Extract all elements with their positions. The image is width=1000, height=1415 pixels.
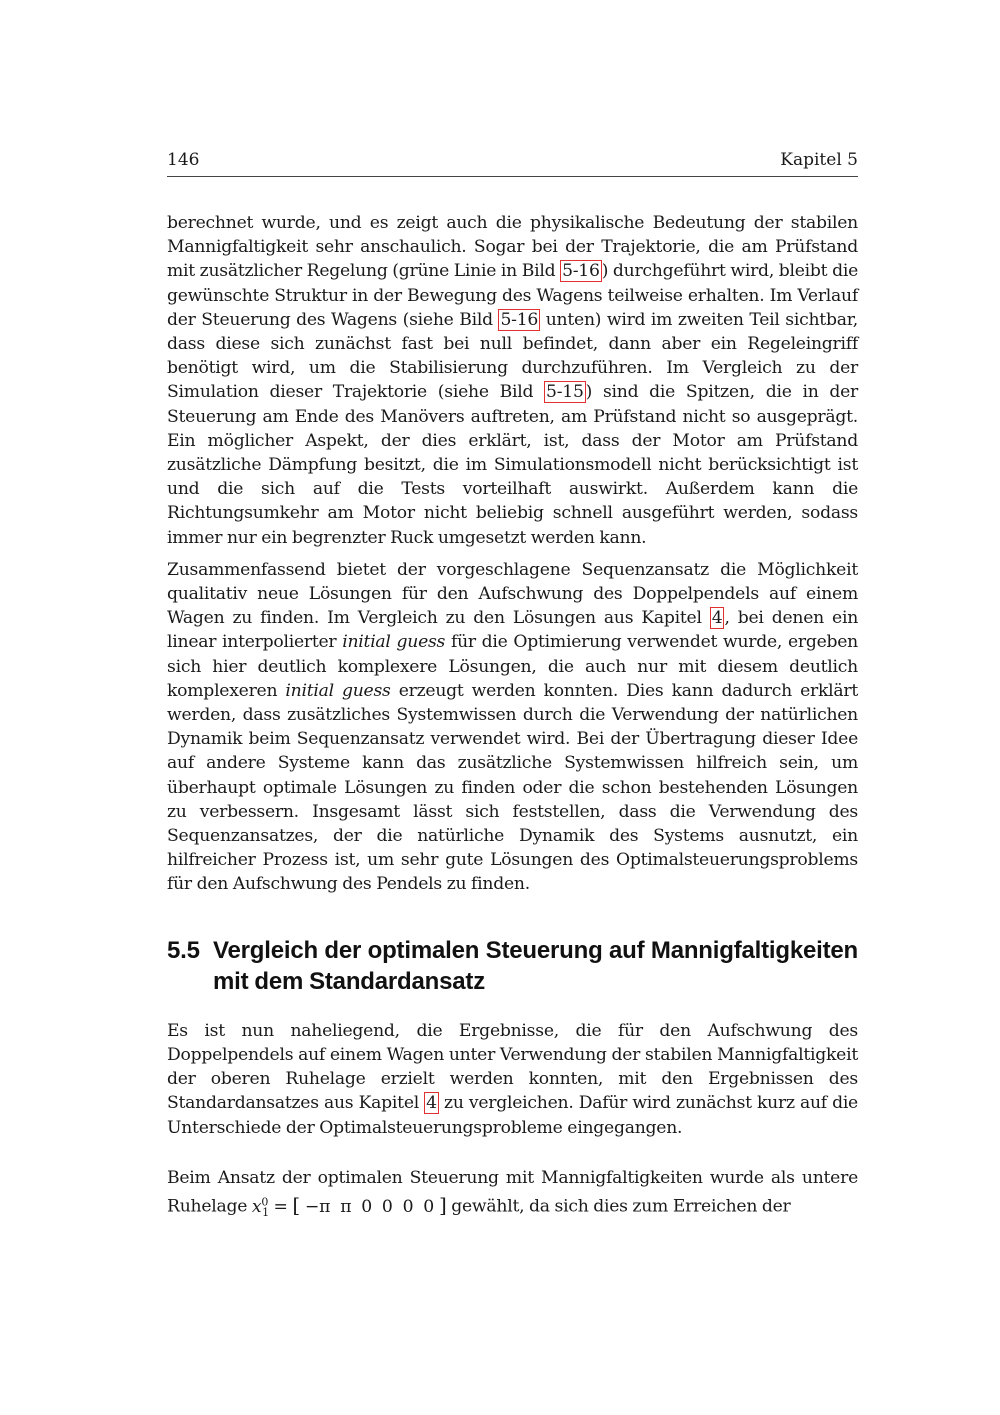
running-header <box>167 150 858 177</box>
math-variable: x <box>251 1196 262 1217</box>
math-formula <box>251 1192 447 1220</box>
emphasis-term: initial guess <box>285 680 391 701</box>
paragraph-4 <box>167 1166 858 1226</box>
section-number: 5.5 <box>167 936 200 964</box>
text-span: Beim Ansatz der optimalen Steuerung mit Mannigfaltigkeiten wurde als untere Ruhelage <box>167 1167 858 1217</box>
text-span: für die Optimierung verwendet wurde, ergeben sich hier deutlich komplexere Lösungen, die auch nur mit diesem deutlich komplexeren <box>167 632 858 701</box>
math-subscript: 1 <box>262 1206 269 1220</box>
text-span: erzeugt werden konnten. Dies kann dadurch erklärt werden, dass zusätzliches Systemwissen durch die Verwendung der natürlichen Dynamik beim Sequenzansatz verwendet wird. Bei der Übertragung dieser Idee auf andere Systeme kann das zusätzliche Systemwissen hilfreich sein, um überhaupt optimale Lösungen zu finden oder die schon bestehenden Lösungen zu verbessern. Insgesamt lässt sich feststellen, dass die Verwendung des Sequenzansatzes, der die natürliche Dynamik des Systems ausnutzt, ein hilfreicher Prozess ist, um sehr gute Lösungen des Optimalsteuerungsproblems für den Aufschwung des Pendels zu finden. <box>167 680 858 895</box>
text-span: ) sind die Spitzen, die in der Steuerung am Ende des Manövers auftreten, am Prüfstand nicht so ausgeprägt. Ein möglicher Aspekt, der dies erklärt, ist, dass der Motor am Prüfstand zusätzliche Dämpfung besitzt, die im Simulationsmodell nicht berücksichtigt ist und die sich auf die Tests vorteilhaft auswirkt. Außerdem kann die Richtungsumkehr am Motor nicht beliebig schnell ausgeführt werden, sodass immer nur ein begrenzter Ruck umgesetzt werden kann. <box>167 382 858 548</box>
vector-entry: 0 <box>423 1196 434 1217</box>
section-heading <box>167 935 858 997</box>
paragraph-2 <box>167 558 858 897</box>
vector-entry: 0 <box>402 1196 414 1217</box>
chapter-label: Kapitel 5 <box>780 150 858 170</box>
vector-entry: π <box>340 1196 352 1217</box>
math-equals: = <box>268 1196 293 1217</box>
paragraph-gap <box>167 1140 858 1166</box>
text-span: Es ist nun naheliegend, die Ergebnisse, die für den Aufschwung des Doppelpendels auf einem Wagen unter Verwendung der stabilen Mannigfaltigkeit der oberen Ruhelage erzielt werden konnten, mit den Ergebnissen des Standardansatzes aus Kapitel <box>167 1020 858 1114</box>
text-span: Zusammenfassend bietet der vorgeschlagene Sequenzansatz die Möglichkeit qualitativ neue Lösungen für den Aufschwung des Doppelpendels auf einem Wagen zu finden. Im Vergleich zu den Lösungen aus Kapitel <box>167 559 858 629</box>
paragraph-1 <box>167 211 858 550</box>
body-text <box>167 211 858 1225</box>
paragraph-3 <box>167 1019 858 1140</box>
math-superscript: 0 <box>261 1194 269 1208</box>
text-span: ) durchgeführt wird, bleibt die gewünschte Struktur in der Bewegung des Wagens teilweise erhalten. Im Verlauf der Steuerung des Wagens (siehe Bild <box>167 261 858 330</box>
chapter-ref-link[interactable]: 4 <box>711 608 723 629</box>
chapter-ref-link[interactable]: 4 <box>426 1093 437 1114</box>
text-span: gewählt, da sich dies zum Erreichen der <box>446 1196 791 1217</box>
row-vector <box>300 1195 439 1219</box>
text-span: zu vergleichen. Dafür wird zunächst kurz auf die Unterschiede der Optimalsteuerungsprobleme eingegangen. <box>167 1093 858 1138</box>
vector-entry: 0 <box>381 1196 393 1217</box>
text-span: berechnet wurde, und es zeigt auch die physikalische Bedeutung der stabilen Mannigfaltigkeit sehr anschaulich. Sogar bei der Trajektorie, die am Prüfstand mit zusätzlicher Regelung (grüne Linie in Bild <box>167 213 858 282</box>
figure-ref-link[interactable]: 5-15 <box>546 382 584 403</box>
figure-ref-link[interactable]: 5-16 <box>562 261 600 282</box>
text-span: unten) wird im zweiten Teil sichtbar, dass diese sich zunächst fast bei null befindet, dann aber ein Regeleingriff benötigt wird, um die Stabilisierung durchzuführen. Im Vergleich zu der Simulation dieser Trajektorie (siehe Bild <box>167 309 858 403</box>
vector-entry: 0 <box>361 1196 372 1217</box>
section-title: Vergleich der optimalen Steuerung auf Mannigfaltigkeiten mit dem Standardansatz <box>213 936 858 995</box>
vector-entry: −π <box>304 1196 331 1217</box>
right-bracket: ] <box>438 1192 447 1217</box>
figure-ref-link[interactable]: 5-16 <box>500 309 539 330</box>
text-span: , bei denen ein linear interpolierter <box>167 608 859 653</box>
page-number: 146 <box>167 150 200 170</box>
emphasis-term: initial guess <box>342 632 446 653</box>
left-bracket: [ <box>292 1192 300 1217</box>
